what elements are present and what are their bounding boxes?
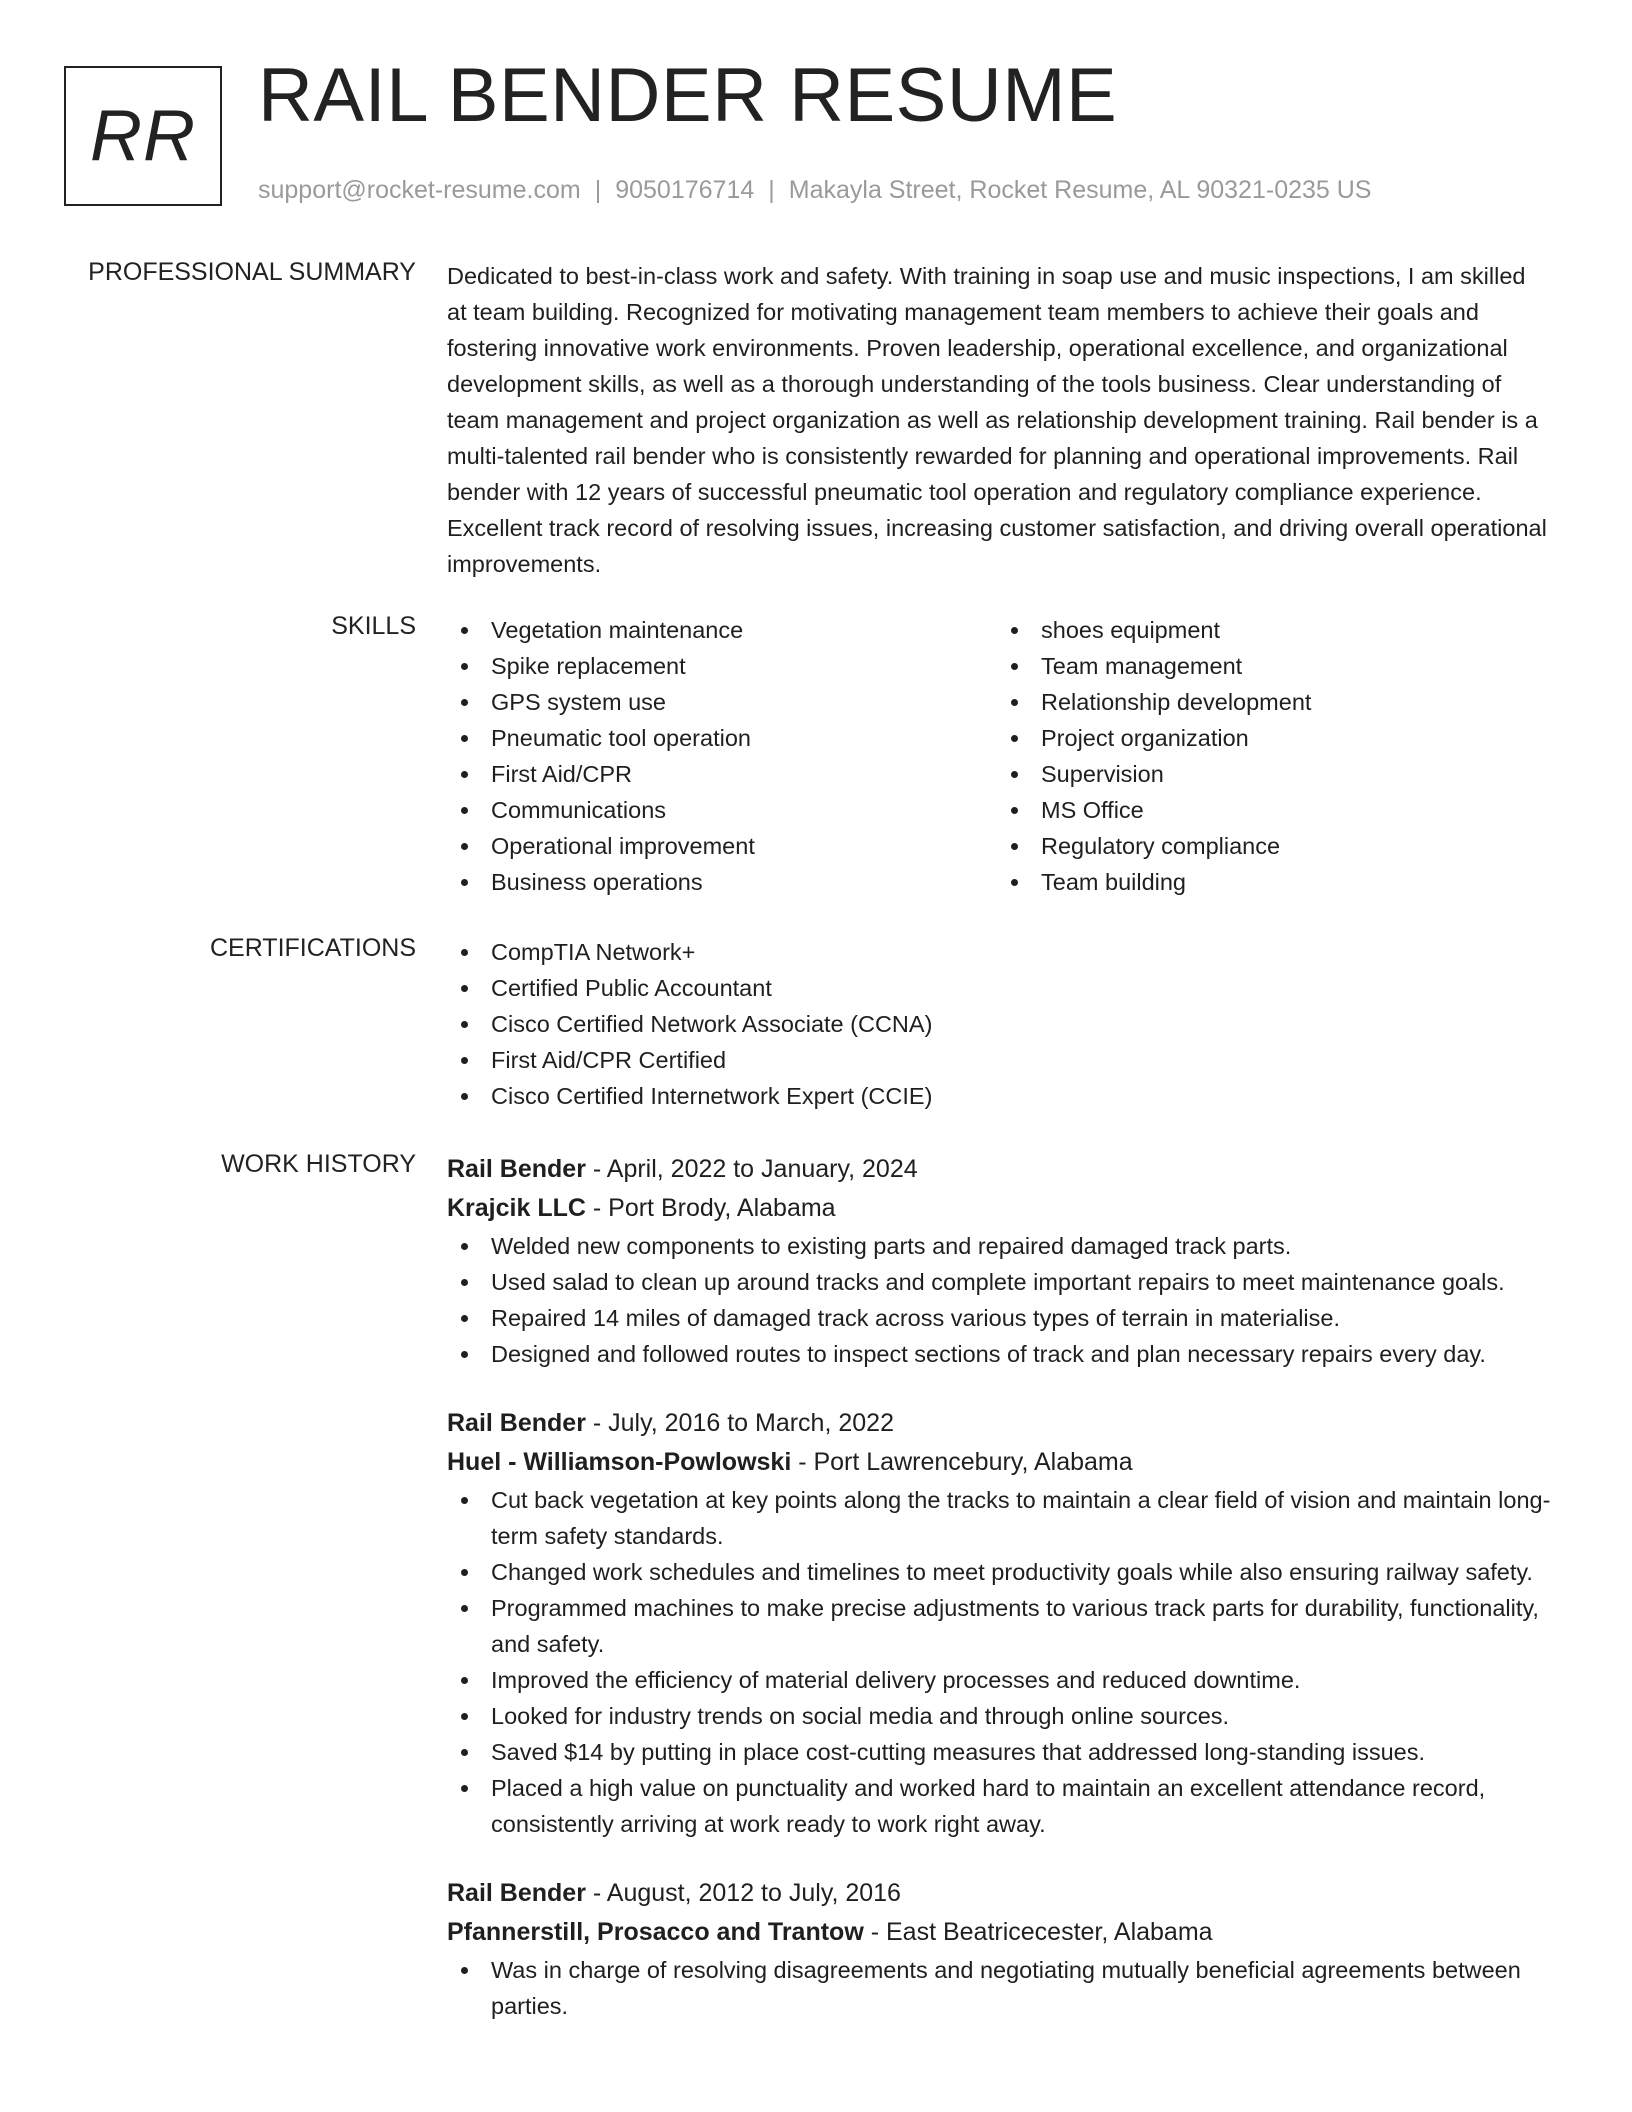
- work-history-heading: WORK HISTORY: [221, 1150, 416, 1178]
- monogram-box: [64, 66, 222, 206]
- skill-item: Supervision: [997, 756, 1547, 792]
- job-duties-list: [447, 1482, 1577, 1842]
- job-company-line: [447, 1189, 1577, 1228]
- skills-list-right: [997, 612, 1547, 900]
- certification-item: First Aid/CPR Certified: [447, 1042, 1577, 1078]
- skill-item: Project organization: [997, 720, 1547, 756]
- job-company: Krajcik LLC: [447, 1194, 586, 1222]
- skill-item: Relationship development: [997, 684, 1547, 720]
- job-location: - East Beatricecester, Alabama: [863, 1918, 1213, 1946]
- skills-heading: SKILLS: [331, 612, 416, 640]
- job-company-line: [447, 1443, 1577, 1482]
- skill-item: MS Office: [997, 792, 1547, 828]
- skill-item: Team building: [997, 864, 1547, 900]
- skill-item: Regulatory compliance: [997, 828, 1547, 864]
- job-dates: - April, 2022 to January, 2024: [585, 1155, 918, 1183]
- skill-item: First Aid/CPR: [447, 756, 997, 792]
- work-history-content: [447, 1150, 1577, 2056]
- job-duty: Used salad to clean up around tracks and complete important repairs to meet maintenance goals.: [447, 1264, 1577, 1300]
- job-entry: [447, 1404, 1577, 1842]
- contact-separator: |: [768, 176, 775, 204]
- skill-item: Communications: [447, 792, 997, 828]
- skills-content: [447, 612, 1577, 900]
- job-duty: Was in charge of resolving disagreements and negotiating mutually beneficial agreements between parties.: [447, 1952, 1577, 2024]
- job-duty: Welded new components to existing parts and repaired damaged track parts.: [447, 1228, 1577, 1264]
- contact-phone: 9050176714: [615, 176, 755, 204]
- skill-item: Operational improvement: [447, 828, 997, 864]
- job-entry: [447, 1874, 1577, 2024]
- skills-list-left: [447, 612, 997, 900]
- summary-heading: PROFESSIONAL SUMMARY: [88, 258, 416, 286]
- skill-item: shoes equipment: [997, 612, 1547, 648]
- skill-item: Business operations: [447, 864, 997, 900]
- job-duty: Saved $14 by putting in place cost-cutting measures that addressed long-standing issues.: [447, 1734, 1577, 1770]
- job-duty: Designed and followed routes to inspect sections of track and plan necessary repairs every day.: [447, 1336, 1577, 1372]
- job-title-line: [447, 1150, 1577, 1189]
- job-duty: Improved the efficiency of material delivery processes and reduced downtime.: [447, 1662, 1577, 1698]
- job-location: - Port Lawrencebury, Alabama: [791, 1448, 1133, 1476]
- job-duty: Changed work schedules and timelines to meet productivity goals while also ensuring railway safety.: [447, 1554, 1577, 1590]
- job-title-line: [447, 1404, 1577, 1443]
- job-company: Pfannerstill, Prosacco and Trantow: [447, 1918, 864, 1946]
- certification-item: CompTIA Network+: [447, 934, 1577, 970]
- contact-line: [258, 176, 1371, 205]
- job-duties-list: [447, 1228, 1577, 1372]
- job-role: Rail Bender: [447, 1409, 586, 1437]
- job-title-line: [447, 1874, 1577, 1913]
- job-role: Rail Bender: [447, 1879, 586, 1907]
- certification-item: Cisco Certified Internetwork Expert (CCIE): [447, 1078, 1577, 1114]
- job-duty: Repaired 14 miles of damaged track across various types of terrain in materialise.: [447, 1300, 1577, 1336]
- resume-title: RAIL BENDER RESUME: [258, 53, 1118, 138]
- summary-content: [447, 258, 1547, 582]
- skill-item: GPS system use: [447, 684, 997, 720]
- skill-item: Spike replacement: [447, 648, 997, 684]
- job-location: - Port Brody, Alabama: [585, 1194, 836, 1222]
- job-company-line: [447, 1913, 1577, 1952]
- job-duty: Cut back vegetation at key points along the tracks to maintain a clear field of vision and maintain long-term safety standards.: [447, 1482, 1577, 1554]
- contact-separator: |: [594, 176, 602, 204]
- job-duty: Placed a high value on punctuality and worked hard to maintain an excellent attendance record, consistently arriving at work ready to work right away.: [447, 1770, 1577, 1842]
- job-duty: Programmed machines to make precise adjustments to various track parts for durability, functionality, and safety.: [447, 1590, 1577, 1662]
- job-entry: [447, 1150, 1577, 1372]
- certifications-list: [447, 934, 1577, 1114]
- skill-item: Vegetation maintenance: [447, 612, 997, 648]
- skill-item: Pneumatic tool operation: [447, 720, 997, 756]
- job-role: Rail Bender: [447, 1155, 586, 1183]
- job-company: Huel - Williamson-Powlowski: [447, 1448, 792, 1476]
- monogram-initials: RR: [90, 96, 196, 176]
- contact-address: Makayla Street, Rocket Resume, AL 90321-0235 US: [788, 176, 1372, 204]
- certifications-heading: CERTIFICATIONS: [209, 934, 416, 962]
- summary-text: Dedicated to best-in-class work and safety. With training in soap use and music inspections, I am skilled at team building. Recognized for motivating management team members to achieve their goals and fostering innovative work environments. Proven leadership, operational excellence, and organizational development skills, as well as a thorough understanding of the tools business. Clear understanding of team management and project organization as well as relationship development training. Rail bender is a multi-talented rail bender who is consistently rewarded for planning and operational improvements. Rail bender with 12 years of successful pneumatic tool operation and regulatory compliance experience. Excellent track record of resolving issues, increasing customer satisfaction, and driving overall operational improvements.: [447, 263, 1547, 577]
- certification-item: Certified Public Accountant: [447, 970, 1577, 1006]
- certifications-content: [447, 934, 1577, 1114]
- skill-item: Team management: [997, 648, 1547, 684]
- contact-email: support@rocket-resume.com: [258, 176, 581, 204]
- job-duty: Looked for industry trends on social media and through online sources.: [447, 1698, 1577, 1734]
- job-dates: - July, 2016 to March, 2022: [585, 1409, 894, 1437]
- job-dates: - August, 2012 to July, 2016: [585, 1879, 901, 1907]
- certification-item: Cisco Certified Network Associate (CCNA): [447, 1006, 1577, 1042]
- job-duties-list: [447, 1952, 1577, 2024]
